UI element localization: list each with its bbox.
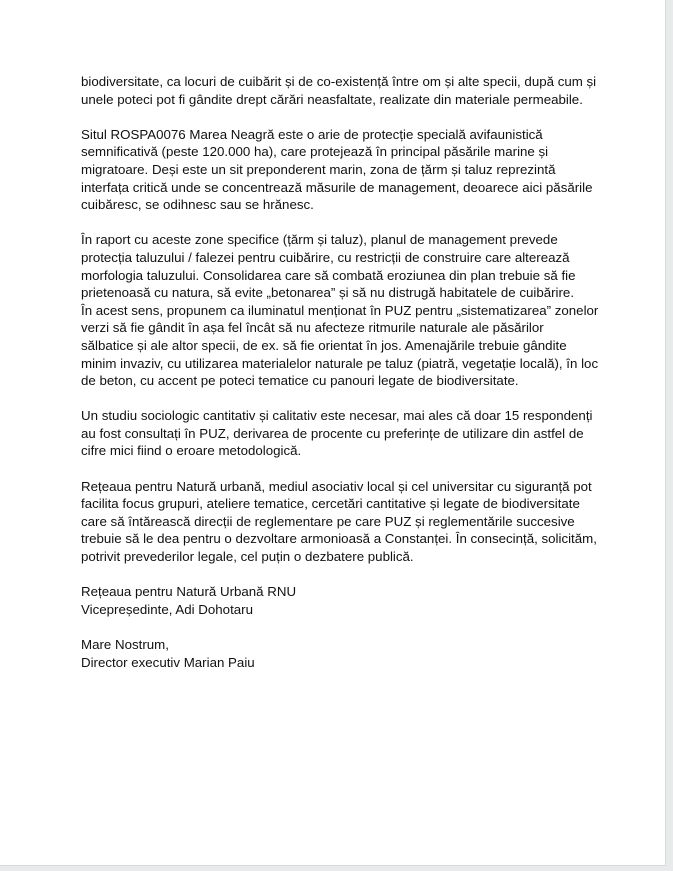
paragraph-rospa-site	[81, 126, 601, 214]
paragraph-intro-continuation	[81, 73, 601, 108]
text-line: prietenoasă cu natura, să evite „betonarea” și să nu distrugă habitatele de cuibărire.	[81, 285, 575, 301]
text-line: potrivit prevederilor legale, cel puțin o dezbatere publică.	[81, 549, 414, 565]
text-line: sălbatice și ale altor specii, de ex. să fie orientat în jos. Amenajările trebuie gândite	[81, 337, 567, 353]
text-line: protecția taluzului / falezei pentru cuibărire, cu restricții de construire care alterează	[81, 249, 570, 265]
signature-organization: Mare Nostrum,	[81, 637, 169, 652]
signature-organization: Rețeaua pentru Natură Urbană RNU	[81, 584, 297, 600]
text-line: trebuie să le dea pentru o dezvoltare armonioasă a Constanței. În consecință, solicităm,	[81, 531, 597, 547]
text-line: unele poteci pot fi gândite drept cărări neasfaltate, realizate din materiale permeabile.	[81, 91, 583, 107]
text-line: Rețeaua pentru Natură urbană, mediul asociativ local și cel universitar cu siguranță pot	[81, 478, 592, 494]
text-line: semnificativă (peste 120.000 ha), care protejează în principal păsările marine și	[81, 144, 549, 160]
paragraph-management-plan	[81, 231, 601, 389]
text-line: care să întărească direcții de reglementare pe care PUZ și reglementările succesive	[81, 513, 575, 529]
text-line: au fost consultați în PUZ, derivarea de procente cu preferințe de utilizare din astfel de	[81, 425, 584, 441]
text-line: de beton, cu accent pe poteci tematice cu panouri legate de biodiversitate.	[81, 373, 519, 389]
text-line: migratoare. Deși este un sit preponderent marin, zona de țărm și taluz reprezintă	[81, 161, 556, 177]
document-body	[81, 73, 601, 689]
paragraph-network-support	[81, 478, 601, 566]
text-line: În acest sens, propunem ca iluminatul menționat în PUZ pentru „sistematizarea” zonelor	[81, 302, 599, 318]
text-line: interfața critică unde se concentrează măsurile de management, deoarece aici păsările	[81, 179, 593, 195]
text-line: biodiversitate, ca locuri de cuibărit și de co-existență între om și alte specii, după cum și	[81, 74, 597, 89]
text-line: Un studiu sociologic cantitativ și calitativ este necesar, mai ales că doar 15 respondenți	[81, 408, 593, 424]
signature-role-name: Vicepreședinte, Adi Dohotaru	[81, 601, 253, 617]
text-line: cuibăresc, se odihnesc sau se hrănesc.	[81, 197, 314, 213]
text-line: minim invaziv, cu utilizarea materialelor naturale pe taluz (piatră, vegetație locală), în loc	[81, 355, 599, 371]
text-line: facilita focus grupuri, ateliere tematice, cercetări cantitative și legate de biodiversitate	[81, 496, 580, 512]
signature-block	[81, 636, 601, 671]
text-line: verzi să fie gândit în așa fel încât să nu afecteze ritmurile naturale ale păsărilor	[81, 320, 544, 336]
text-line: Situl ROSPA0076 Marea Neagră este o arie de protecție specială avifaunistică	[81, 126, 543, 142]
signature-role-name: Director executiv Marian Paiu	[81, 654, 255, 670]
text-line: cifre mici fiind o eroare metodologică.	[81, 443, 302, 459]
text-line: morfologia taluzului. Consolidarea care să combată eroziunea din plan trebuie să fie	[81, 267, 576, 283]
signature-block	[81, 583, 601, 618]
text-line: În raport cu aceste zone specifice (țărm și taluz), planul de management prevede	[81, 232, 558, 248]
paragraph-sociological-study	[81, 407, 601, 460]
